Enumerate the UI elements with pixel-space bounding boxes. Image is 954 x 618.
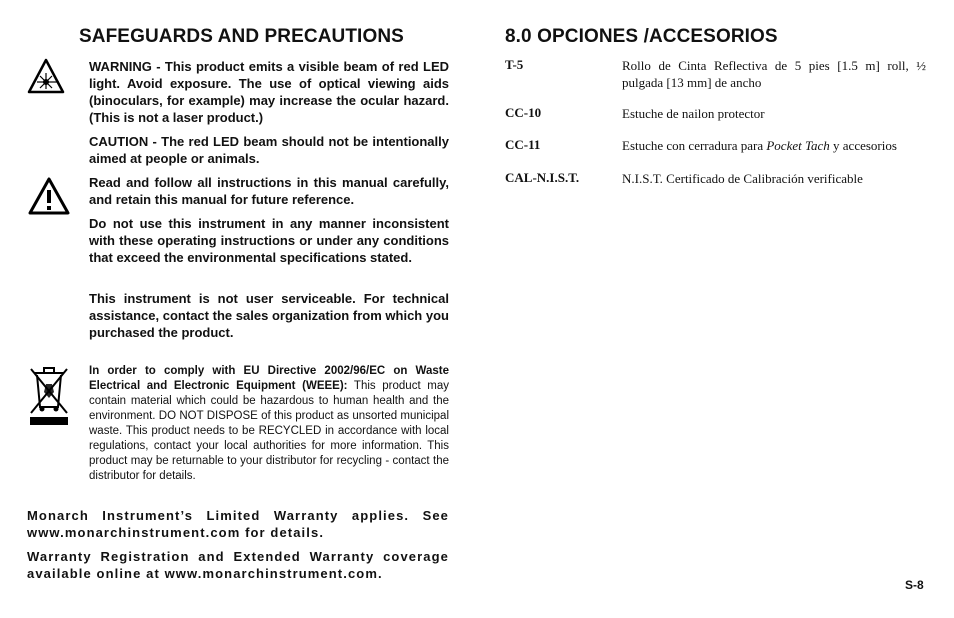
page-number: S-8 xyxy=(905,578,924,592)
item-code: CAL-N.I.S.T. xyxy=(505,170,580,185)
safeguards-title: SAFEGUARDS AND PRECAUTIONS xyxy=(79,26,404,47)
registration-paragraph: Warranty Registration and Extended Warranty coverage available online at www.monarchinstrument.com. xyxy=(27,549,449,581)
item-code: CC-11 xyxy=(505,137,541,152)
item-code: CC-10 xyxy=(505,105,542,120)
item-desc-post: y accesorios xyxy=(829,138,897,153)
read-follow-paragraph: Read and follow all instructions in this manual carefully, and retain this manual for future reference. xyxy=(89,175,449,207)
warning-paragraph: WARNING - This product emits a visible beam of red LED light. Avoid exposure. The use of optical viewing aids (binoculars, for example) may increase the ocular hazard. (This is not a laser product.) xyxy=(89,59,449,125)
item-desc-italic: Pocket Tach xyxy=(766,138,830,153)
laser-warning-icon xyxy=(27,58,65,94)
item-desc xyxy=(622,137,926,154)
not-serviceable-paragraph: This instrument is not user serviceable. For technical assistance, contact the sales organization from which you purchased the product. xyxy=(89,291,449,340)
do-not-use-paragraph: Do not use this instrument in any manner inconsistent with these operating instructions or under any conditions that exceed the environmental specifications stated. xyxy=(89,216,449,265)
item-desc: Estuche de nailon protector xyxy=(622,106,765,121)
weee-bold-text: In order to comply with EU Directive 2002/96/EC on Waste Electrical and Electronic Equipment (WEEE): xyxy=(89,365,449,392)
warranty-paragraph: Monarch Instrument’s Limited Warranty applies. See www.monarchinstrument.com for details. xyxy=(27,508,449,540)
item-code: T-5 xyxy=(505,57,524,72)
opciones-title: 8.0 OPCIONES /ACCESORIOS xyxy=(505,26,778,47)
caution-triangle-icon xyxy=(27,176,71,216)
item-desc: Rollo de Cinta Reflectiva de 5 pies [1.5 m] roll, ½ pulgada [13 mm] de ancho xyxy=(622,58,926,90)
item-desc: N.I.S.T. Certificado de Calibración verificable xyxy=(622,171,863,186)
item-desc-pre: Estuche con cerradura para xyxy=(622,138,767,153)
weee-paragraph xyxy=(89,364,449,484)
weee-body-text: This product may contain material which could be hazardous to human health and the environment. DO NOT DISPOSE of this product as unsorted municipal waste. This product needs to be RECYCLED in accordance with local regulations, contact your local authorities for more information. This product may be returnable to your distributor for recycling - contact the distributor for details. xyxy=(89,380,449,482)
weee-crossed-bin-icon xyxy=(27,365,71,427)
caution-paragraph: CAUTION - The red LED beam should not be intentionally aimed at people or animals. xyxy=(89,134,449,166)
